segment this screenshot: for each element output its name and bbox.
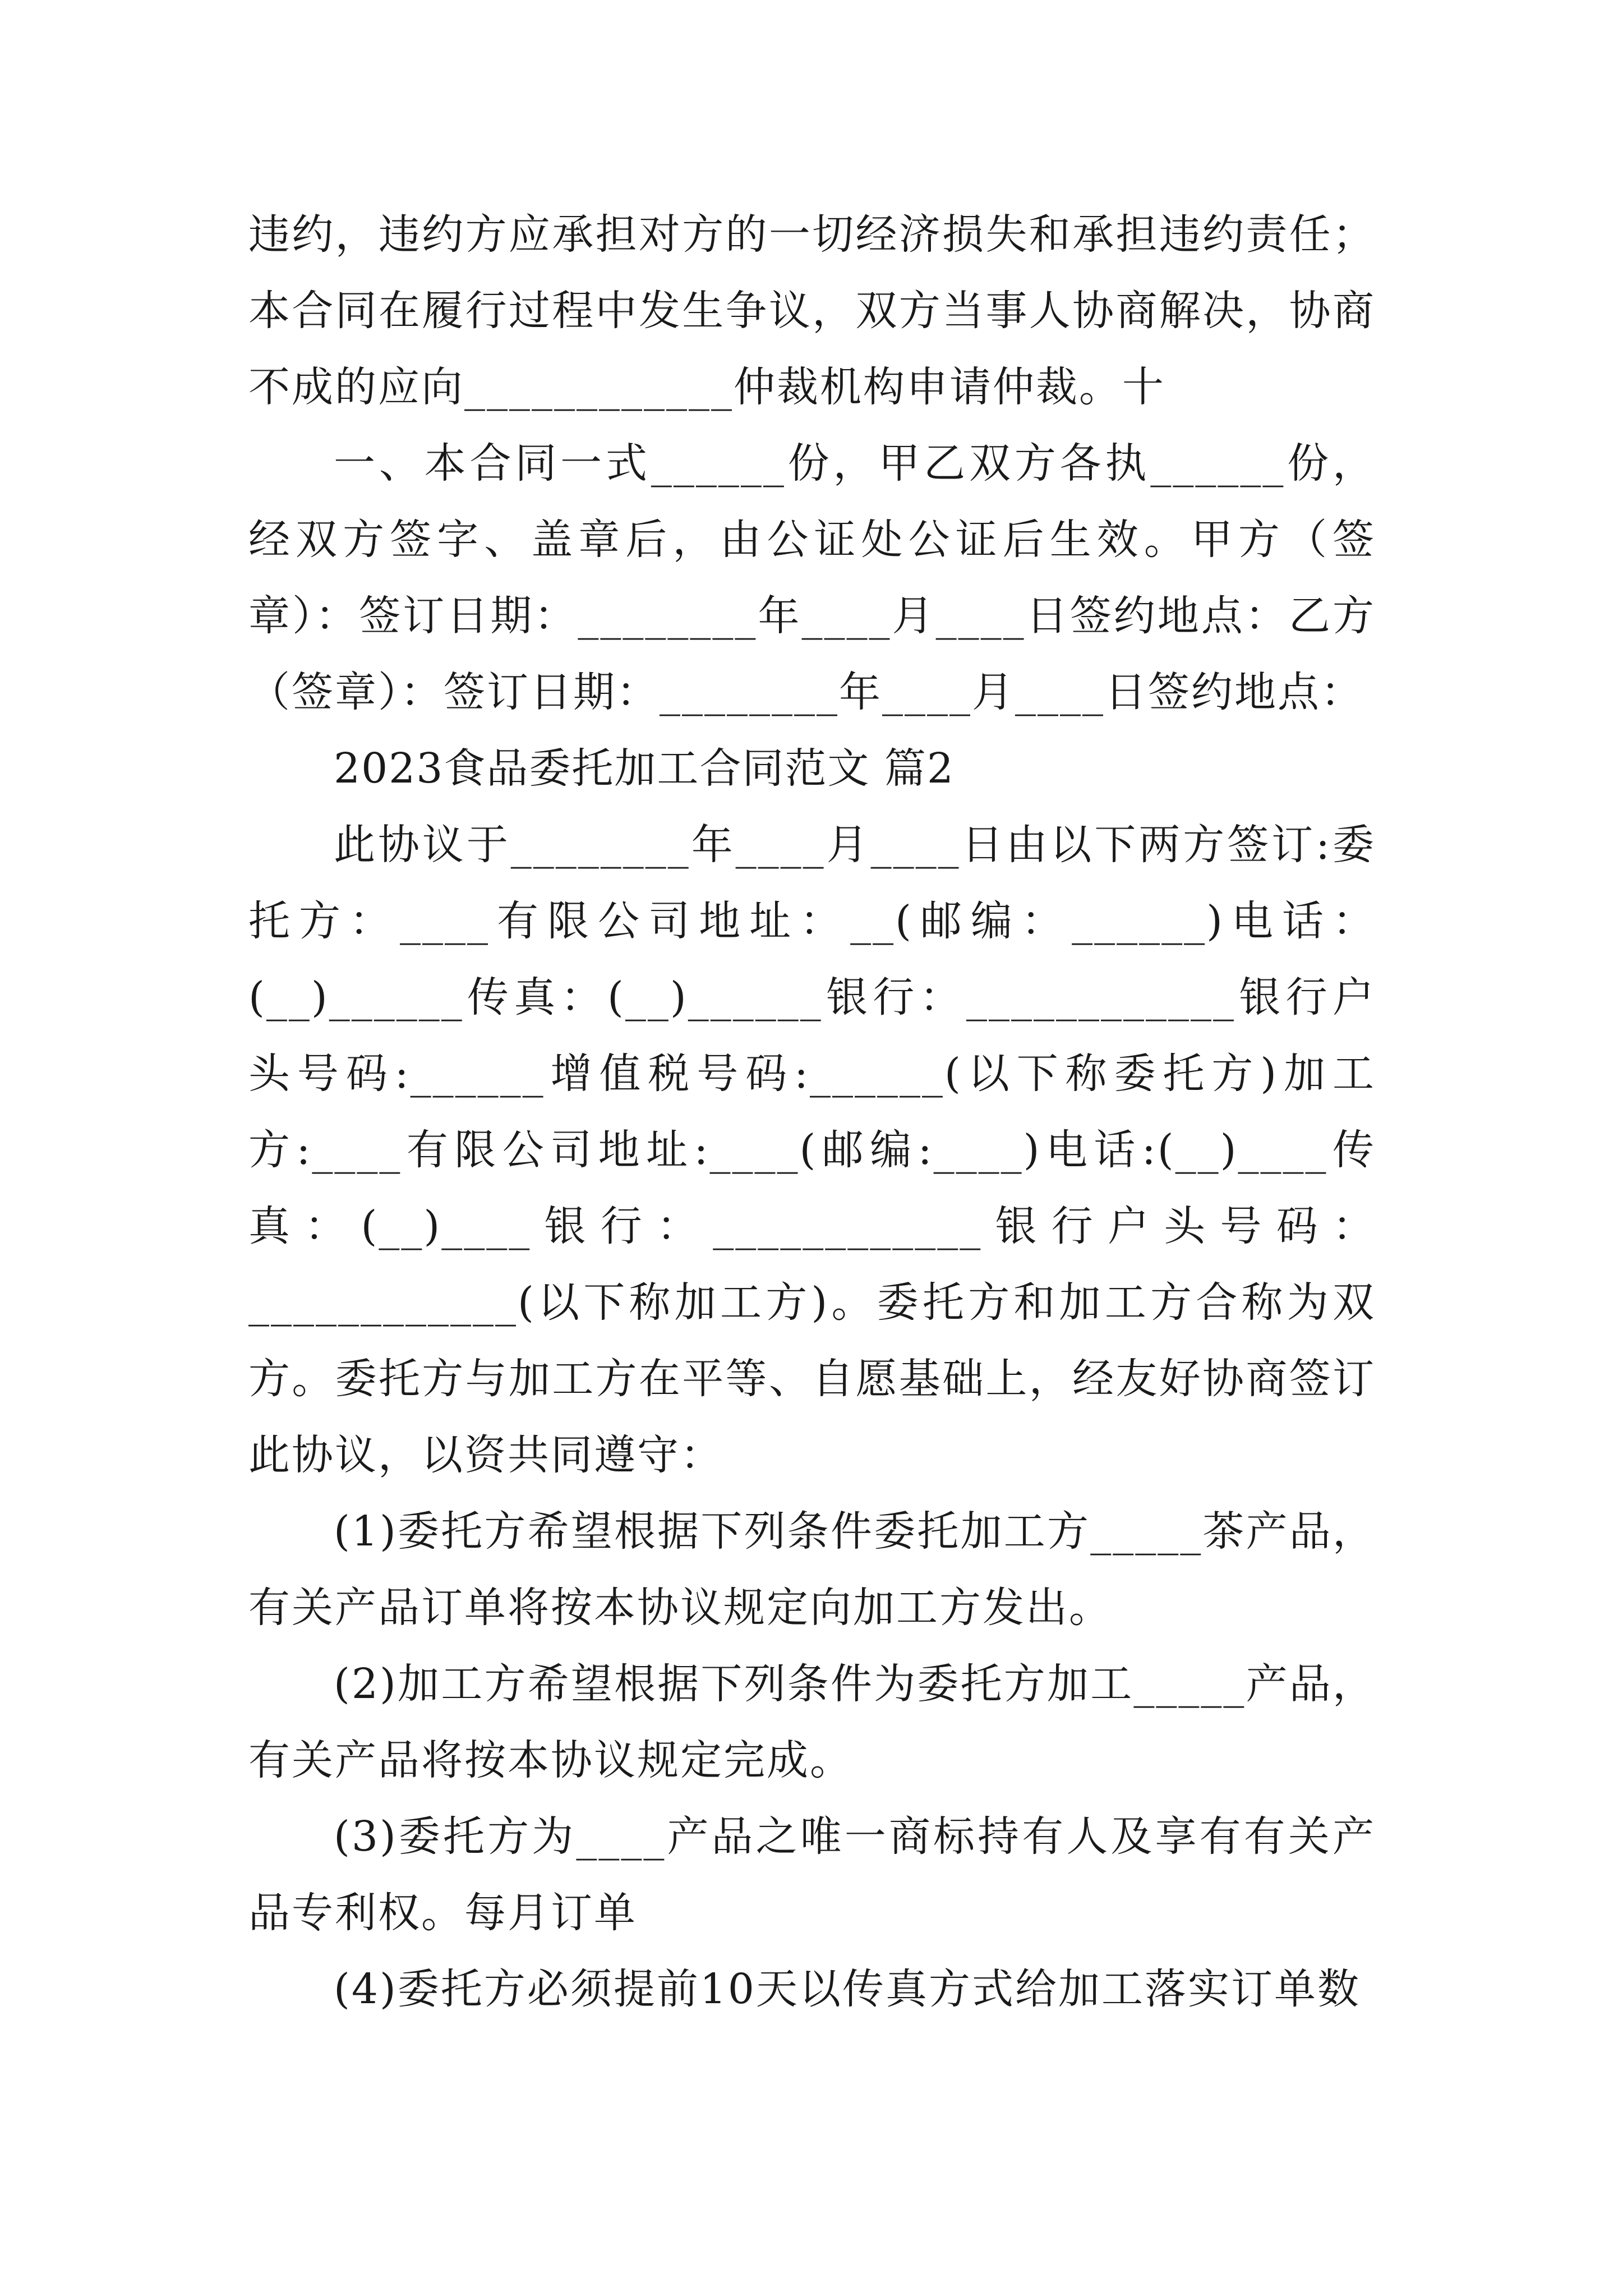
clause-1: (1)委托方希望根据下列条件委托加工方_____茶产品，有关产品订单将按本协议规定向加工方发出。	[248, 1507, 1376, 1632]
section-heading: 2023食品委托加工合同范文 篇2	[334, 744, 955, 793]
clause-2: (2)加工方希望根据下列条件为委托方加工_____产品，有关产品将按本协议规定完成。	[248, 1660, 1376, 1784]
paragraph-dispute-arbitration: 违约，违约方应承担对方的一切经济损失和承担违约责任；本合同在履行过程中发生争议，双方当事人协商解决，协商不成的应向____________仲裁机构申请仲裁。十	[248, 210, 1376, 411]
clause-4: (4)委托方必须提前10天以传真方式给加工落实订单数	[334, 1965, 1361, 2013]
clause-3: (3)委托方为____产品之唯一商标持有人及享有有关产品专利权。每月订单	[248, 1812, 1376, 1937]
document-body	[248, 196, 1376, 2027]
paragraph-copies-signatures: 一、本合同一式______份，甲乙双方各执______份，经双方签字、盖章后，由公证处公证后生效。甲方（签章）：签订日期：________年____月____日签约地点：乙方（签章）：签订日期：________年____月____日签约地点：	[248, 439, 1376, 716]
paragraph-parties: 此协议于________年____月____日由以下两方签订:委托方：____有限公司地址：__(邮编：______)电话：(__)______传真：(__)______银行：____________银行户头号码:______增值税号码:______(以下称委托方)加工方:____有限公司地址:____(邮编:____)电话:(__)____传真：(__)____银行：____________银行户头号码：____________(以下称加工方)。委托方和加工方合称为双方。委托方与加工方在平等、自愿基础上，经友好协商签订此协议，以资共同遵守：	[248, 821, 1376, 1479]
